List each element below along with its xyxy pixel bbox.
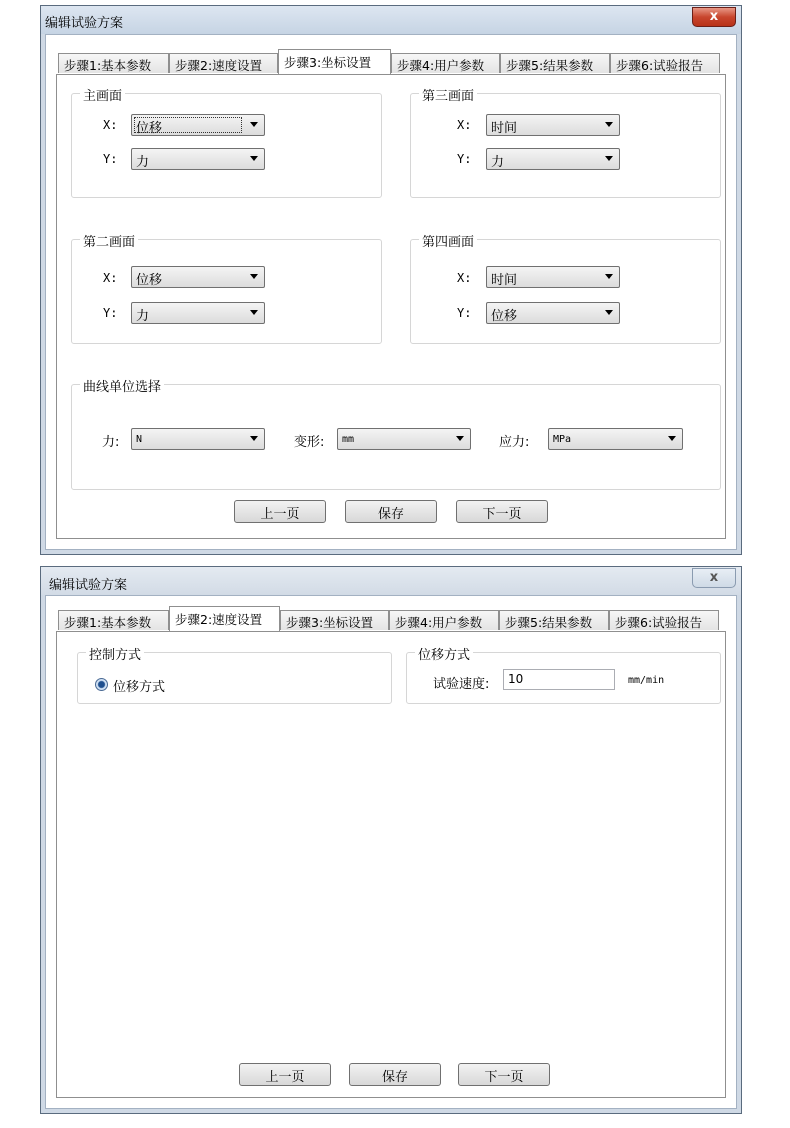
stress-unit-label: 应力: xyxy=(499,435,530,450)
title-bar[interactable] xyxy=(41,6,741,34)
tab-speed-settings[interactable]: 步骤2:速度设置 xyxy=(169,606,280,631)
deform-unit-value: mm xyxy=(342,434,355,445)
dialog-title: 编辑试验方案 xyxy=(49,578,128,593)
main-y-value: 力 xyxy=(136,155,150,170)
group-third-view xyxy=(410,89,721,198)
group-control-mode xyxy=(77,648,392,704)
dialog-title: 编辑试验方案 xyxy=(45,16,124,31)
deform-unit-select[interactable] xyxy=(337,428,471,450)
x-label: X: xyxy=(457,118,472,132)
second-x-select[interactable] xyxy=(131,266,265,288)
tab-coordinate-settings[interactable]: 步骤3:坐标设置 xyxy=(278,49,391,74)
deform-unit-label: 变形: xyxy=(294,435,325,450)
group-displacement-mode xyxy=(406,648,721,704)
test-speed-label: 试验速度: xyxy=(433,677,490,692)
stress-unit-select[interactable] xyxy=(548,428,683,450)
chevron-down-icon xyxy=(250,436,258,441)
tab-test-report[interactable]: 步骤6:试验报告 xyxy=(610,53,720,73)
close-button[interactable] xyxy=(692,7,736,27)
chevron-down-icon xyxy=(668,436,676,441)
group-label: 主画面 xyxy=(80,85,125,104)
chevron-down-icon xyxy=(605,156,613,161)
speed-unit: mm/min xyxy=(628,675,665,686)
fourth-y-value: 位移 xyxy=(491,309,518,324)
save-button[interactable]: 保存 xyxy=(345,500,437,523)
third-y-value: 力 xyxy=(491,155,505,170)
test-speed-value: 10 xyxy=(508,672,524,686)
main-y-select[interactable] xyxy=(131,148,265,170)
tab-user-params[interactable]: 步骤4:用户参数 xyxy=(389,610,499,630)
y-label: Y: xyxy=(103,306,118,320)
y-label: Y: xyxy=(103,152,118,166)
second-x-value: 位移 xyxy=(136,273,163,288)
chevron-down-icon xyxy=(605,122,613,127)
displacement-mode-radio[interactable] xyxy=(95,678,108,691)
dialog-client xyxy=(45,595,737,1109)
tab-user-params[interactable]: 步骤4:用户参数 xyxy=(391,53,500,73)
next-page-button[interactable]: 下一页 xyxy=(458,1063,550,1086)
x-label: X: xyxy=(103,271,118,285)
chevron-down-icon xyxy=(456,436,464,441)
tab-page xyxy=(56,74,726,539)
group-curve-units xyxy=(71,380,721,490)
chevron-down-icon xyxy=(250,122,258,127)
force-unit-select[interactable] xyxy=(131,428,265,450)
prev-page-button[interactable]: 上一页 xyxy=(234,500,326,523)
tab-basic-params[interactable]: 步骤1:基本参数 xyxy=(58,53,169,73)
group-label: 曲线单位选择 xyxy=(80,376,164,395)
group-label: 位移方式 xyxy=(415,644,473,663)
fourth-x-value: 时间 xyxy=(491,273,518,288)
test-speed-input[interactable] xyxy=(503,669,615,690)
third-x-value: 时间 xyxy=(491,121,518,136)
fourth-x-select[interactable] xyxy=(486,266,620,288)
chevron-down-icon xyxy=(250,310,258,315)
group-fourth-view xyxy=(410,235,721,344)
group-label: 第四画面 xyxy=(419,231,477,250)
prev-page-button[interactable]: 上一页 xyxy=(239,1063,331,1086)
group-second-view xyxy=(71,235,382,344)
group-label: 第二画面 xyxy=(80,231,138,250)
second-y-value: 力 xyxy=(136,309,150,324)
force-unit-label: 力: xyxy=(102,435,120,450)
fourth-y-select[interactable] xyxy=(486,302,620,324)
save-button[interactable]: 保存 xyxy=(349,1063,441,1086)
second-y-select[interactable] xyxy=(131,302,265,324)
group-label: 第三画面 xyxy=(419,85,477,104)
title-bar[interactable] xyxy=(41,567,741,595)
tab-coordinate-settings[interactable]: 步骤3:坐标设置 xyxy=(280,610,389,630)
edit-scheme-dialog-coordinates xyxy=(40,5,742,555)
close-icon: x xyxy=(709,9,719,24)
edit-scheme-dialog-speed xyxy=(40,566,742,1114)
tab-page xyxy=(56,631,726,1098)
tab-basic-params[interactable]: 步骤1:基本参数 xyxy=(58,610,169,630)
group-label: 控制方式 xyxy=(86,644,144,663)
y-label: Y: xyxy=(457,152,472,166)
x-label: X: xyxy=(103,118,118,132)
next-page-button[interactable]: 下一页 xyxy=(456,500,548,523)
stress-unit-value: MPa xyxy=(553,434,572,445)
x-label: X: xyxy=(457,271,472,285)
dialog-client xyxy=(45,34,737,550)
chevron-down-icon xyxy=(605,274,613,279)
main-x-value: 位移 xyxy=(136,121,163,136)
force-unit-value: N xyxy=(136,434,143,445)
close-button[interactable] xyxy=(692,568,736,588)
tab-test-report[interactable]: 步骤6:试验报告 xyxy=(609,610,719,630)
chevron-down-icon xyxy=(605,310,613,315)
main-x-select[interactable] xyxy=(131,114,265,136)
tab-result-params[interactable]: 步骤5:结果参数 xyxy=(500,53,610,73)
displacement-mode-label: 位移方式 xyxy=(113,680,166,695)
tab-result-params[interactable]: 步骤5:结果参数 xyxy=(499,610,609,630)
third-x-select[interactable] xyxy=(486,114,620,136)
group-main-view xyxy=(71,89,382,198)
tab-speed-settings[interactable]: 步骤2:速度设置 xyxy=(169,53,278,73)
y-label: Y: xyxy=(457,306,472,320)
chevron-down-icon xyxy=(250,156,258,161)
third-y-select[interactable] xyxy=(486,148,620,170)
chevron-down-icon xyxy=(250,274,258,279)
close-icon: x xyxy=(709,570,719,585)
